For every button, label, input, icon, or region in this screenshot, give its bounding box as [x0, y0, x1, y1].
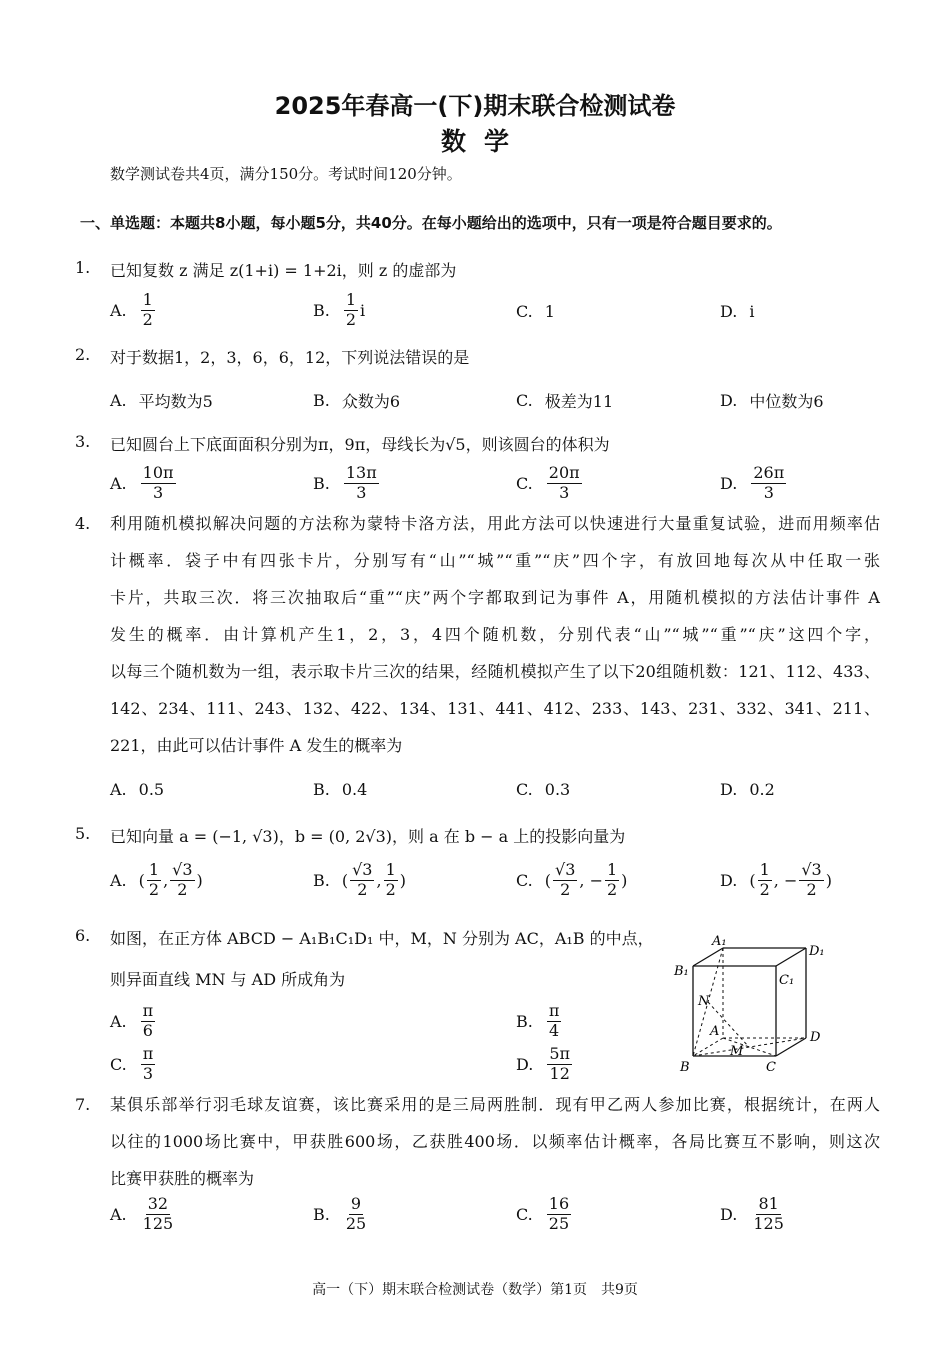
- option-a: A. $\frac{32}{125}$: [110, 1194, 174, 1233]
- question-number: 5.: [75, 824, 91, 843]
- question-line: 利用随机模拟解决问题的方法称为蒙特卡洛方法，用此方法可以快速进行大量重复试验，进而用频率估: [110, 514, 880, 533]
- option-a: A. $\frac{1}{2}$: [110, 290, 153, 329]
- option-c: C. $\frac{16}{25}$: [516, 1194, 570, 1233]
- question-line: 比赛甲获胜的概率为: [110, 1169, 255, 1188]
- option-c: C. ( $\frac{√3}{2}$ , − $\frac{1}{2}$ ): [516, 860, 628, 899]
- option-a: A. 0.5: [110, 780, 165, 799]
- option-a: A. $\frac{10\pi}{3}$: [110, 463, 174, 502]
- option-d: D. 中位数为6: [720, 391, 824, 411]
- question-number: 4.: [75, 514, 91, 533]
- cube-figure: [668, 930, 838, 1080]
- question-number: 2.: [75, 345, 91, 364]
- option-b: B. 众数为6: [313, 391, 401, 411]
- question-number: 1.: [75, 258, 91, 277]
- option-c: C. $\frac{\pi}{3}$: [110, 1044, 154, 1083]
- option-d: D. $\frac{81}{125}$: [720, 1194, 784, 1233]
- option-b: B. $\frac{1}{2}$ i: [313, 290, 366, 329]
- label-b: B: [680, 1060, 690, 1075]
- question-stem: 对于数据1，2，3，6，6，12，下列说法错误的是: [110, 348, 470, 367]
- option-b: B. $\frac{13\pi}{3}$: [313, 463, 377, 502]
- question-line: 某俱乐部举行羽毛球友谊赛，该比赛采用的是三局两胜制．现有甲乙两人参加比赛，根据统计，在两人: [110, 1095, 880, 1114]
- label-a1: A₁: [712, 934, 727, 949]
- question-number: 7.: [75, 1095, 91, 1114]
- question-line: 卡片，共取三次．将三次抽取后“重”“庆”两个字都取到记为事件 A，用随机模拟的方法估计事件 A: [110, 588, 880, 607]
- option-b: B. ( $\frac{√3}{2}$ , $\frac{1}{2}$ ): [313, 860, 406, 899]
- subject-title: 数学: [440, 127, 527, 156]
- question-stem: 已知复数 z 满足 z(1+i) = 1+2i，则 z 的虚部为: [110, 261, 457, 280]
- option-d: D. $\frac{5\pi}{12}$: [516, 1044, 571, 1083]
- option-d: D. i: [720, 302, 755, 321]
- question-line: 以每三个随机数为一组，表示取卡片三次的结果，经随机模拟产生了以下20组随机数：121、112、433、: [110, 662, 880, 681]
- question-stem: 如图，在正方体 ABCD − A₁B₁C₁D₁ 中，M，N 分别为 AC，A₁B 的中点，: [110, 929, 654, 948]
- option-c: C. 极差为11: [516, 391, 614, 411]
- question-line: 发生的概率．由计算机产生1，2，3，4四个随机数，分别代表“山”“城”“重”“庆”这四个字，: [110, 625, 880, 644]
- option-d: D. 0.2: [720, 780, 775, 799]
- question-stem: 已知圆台上下底面面积分别为π，9π，母线长为√5，则该圆台的体积为: [110, 435, 610, 454]
- label-d1: D₁: [809, 944, 825, 959]
- question-stem-line2: 则异面直线 MN 与 AD 所成角为: [110, 970, 346, 989]
- option-a: A. $\frac{\pi}{6}$: [110, 1001, 154, 1040]
- option-d: D. $\frac{26\pi}{3}$: [720, 463, 785, 502]
- option-b: B. 0.4: [313, 780, 368, 799]
- option-c: C. $\frac{20\pi}{3}$: [516, 463, 580, 502]
- label-c1: C₁: [779, 973, 795, 988]
- option-c: C. 0.3: [516, 780, 571, 799]
- question-line: 计概率．袋子中有四张卡片，分别写有“山”“城”“重”“庆”四个字，有放回地每次从中任取一张: [110, 551, 880, 570]
- page-footer: 高一（下）期末联合检测试卷（数学）第1页 共9页: [312, 1282, 638, 1298]
- question-number: 6.: [75, 926, 91, 945]
- option-a: A. ( $\frac{1}{2}$ , $\frac{√3}{2}$ ): [110, 860, 203, 899]
- question-number: 3.: [75, 432, 91, 451]
- option-d: D. ( $\frac{1}{2}$ , − $\frac{√3}{2}$ ): [720, 860, 832, 899]
- option-c: C. 1: [516, 302, 555, 321]
- question-stem: 已知向量 a = (−1, √3)，b = (0, 2√3)，则 a 在 b − a 上的投影向量为: [110, 827, 626, 846]
- question-line: 221，由此可以估计事件 A 发生的概率为: [110, 736, 403, 755]
- label-n: N: [698, 994, 710, 1009]
- exam-title: 2025年春高一(下)期末联合检测试卷: [274, 92, 676, 120]
- exam-intro: 数学测试卷共4页，满分150分。考试时间120分钟。: [110, 165, 462, 183]
- label-b1: B₁: [674, 964, 689, 979]
- label-m: M: [730, 1044, 744, 1059]
- question-line: 142、234、111、243、132、422、134、131、441、412、233、143、231、332、341、211、: [110, 699, 880, 718]
- option-b: B. $\frac{9}{25}$: [313, 1194, 367, 1233]
- option-b: B. $\frac{\pi}{4}$: [516, 1001, 560, 1040]
- label-d: D: [810, 1030, 821, 1045]
- label-c: C: [766, 1060, 776, 1075]
- question-line: 以往的1000场比赛中，甲获胜600场，乙获胜400场．以频率估计概率，各局比赛互不影响，则这次: [110, 1132, 880, 1151]
- option-a: A. 平均数为5: [110, 391, 213, 411]
- section-heading: 一、单选题：本题共8小题，每小题5分，共40分。在每小题给出的选项中，只有一项是符合题目要求的。: [80, 214, 782, 232]
- label-a: A: [710, 1024, 720, 1039]
